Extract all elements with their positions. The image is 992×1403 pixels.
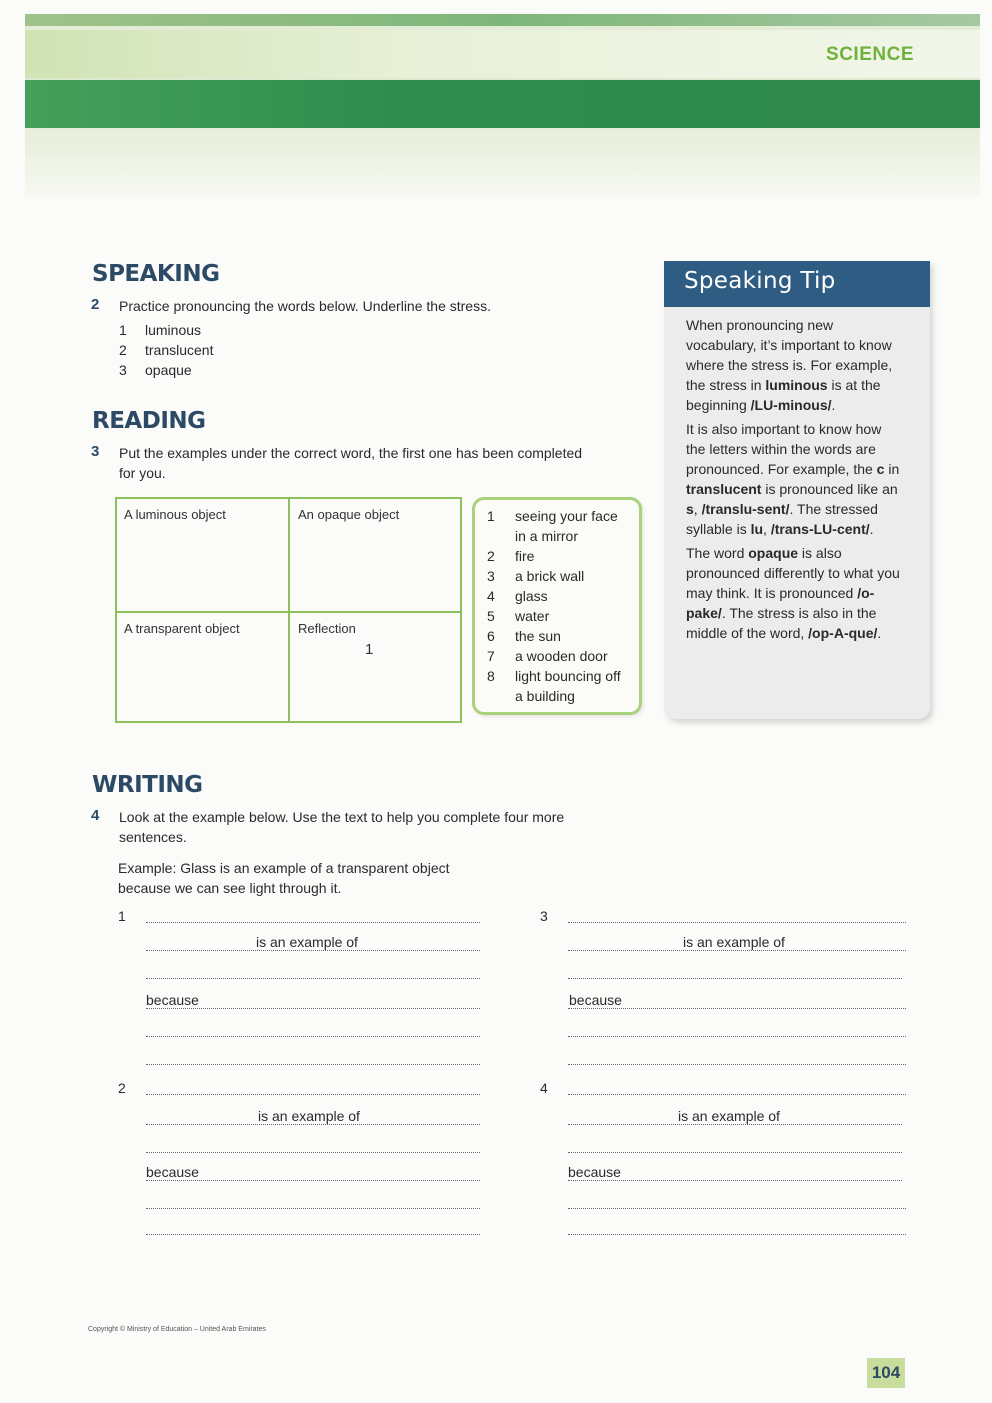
reading-question-number: 3 [91,443,100,460]
block-number: 4 [540,1080,548,1096]
item-number: 5 [487,608,495,624]
reflection-answer: 1 [365,641,374,658]
answer-line[interactable] [568,1094,906,1095]
answer-line[interactable] [568,1124,902,1125]
item-word: translucent [145,342,214,358]
tip-pronunciation: /op-A-que/ [808,625,878,641]
item-number: 2 [119,342,127,358]
writing-block [118,906,488,1076]
tip-keyword: lu [750,521,764,537]
tip-text: It is also important to know how the letters within the words are pronounced. For example, the [686,421,882,477]
speaking-tip-body [686,315,900,647]
answer-line[interactable] [146,1008,480,1009]
item-number: 4 [487,588,495,604]
tip-keyword: c [876,461,885,477]
tip-text: , [693,501,702,517]
tip-pronunciation: /trans-LU-cent/ [770,521,870,537]
item-number: 3 [119,362,127,378]
item-text: the sun [515,628,561,644]
subject-label: SCIENCE [826,44,914,65]
item-number: 7 [487,648,495,664]
speaking-question-number: 2 [91,296,100,313]
item-text: a brick wall [515,568,585,584]
answer-phrase: is an example of [256,934,358,950]
answer-line[interactable] [568,950,906,951]
writing-title: WRITING [92,772,203,798]
answer-line[interactable] [146,1180,480,1181]
tip-paragraph [686,315,900,415]
item-number: 3 [487,568,495,584]
tip-text: . [877,625,882,641]
speaking-title: SPEAKING [92,261,220,287]
tip-text: in [884,461,900,477]
answer-line[interactable] [146,1234,480,1235]
reading-instruction-line2: for you. [119,465,166,481]
tip-text: is also pronounced differently to what you may think. It is pronounced [686,545,900,601]
header-stripe-dark [25,80,980,128]
item-text: fire [515,548,535,564]
tip-keyword: s [686,501,694,517]
writing-example-line2: because we can see light through it. [118,880,342,896]
tip-text: is pronounced like an [761,481,898,497]
list-item [487,566,633,586]
tip-text: . [831,397,836,413]
block-number: 3 [540,908,548,924]
block-number: 1 [118,908,126,924]
answer-phrase: is an example of [258,1108,360,1124]
list-item [487,626,633,646]
answer-line[interactable] [146,950,480,951]
answer-line[interactable] [568,1234,906,1235]
writing-block [118,1078,488,1238]
answer-line[interactable] [568,922,906,923]
answer-line[interactable] [568,1008,906,1009]
answer-line[interactable] [146,978,480,979]
list-item [487,606,633,626]
answer-line[interactable] [146,1094,480,1095]
table-divider [288,499,290,721]
cell-opaque[interactable]: An opaque object [298,507,400,522]
cell-luminous[interactable]: A luminous object [124,507,226,522]
tip-text: is at the beginning [686,377,881,413]
writing-block [540,1078,910,1238]
tip-text: . The stress is also in the middle of the word, [686,605,877,641]
copyright-footer: Copyright © Ministry of Education – United Arab Emirates [88,1326,266,1333]
item-number: 1 [119,322,127,338]
list-item [487,506,633,546]
answer-line[interactable] [146,1064,480,1065]
tip-pronunciation: /LU-minous/ [750,397,832,413]
list-item [119,340,213,360]
item-text: water [515,608,550,624]
answer-phrase: is an example of [678,1108,780,1124]
cell-reflection[interactable]: Reflection [298,621,356,636]
writing-block [540,906,910,1076]
answer-phrase: because [569,992,622,1008]
item-number: 8 [487,668,495,684]
writing-instruction-line2: sentences. [119,829,187,845]
answer-line[interactable] [146,1208,480,1209]
answer-line[interactable] [568,1036,906,1037]
answer-line[interactable] [568,1064,906,1065]
answer-line[interactable] [146,1152,480,1153]
answer-line[interactable] [568,1180,902,1181]
tip-pronunciation: /o-pake/ [686,585,875,621]
header-stripe-top [25,14,980,26]
list-item [119,360,213,380]
answer-phrase: because [568,1164,621,1180]
item-number: 1 [487,508,495,524]
answer-line[interactable] [146,1036,480,1037]
item-text: a building [515,688,575,704]
tip-paragraph [686,543,900,643]
item-text: seeing your face [515,508,618,524]
answer-phrase: because [146,1164,199,1180]
writing-question-number: 4 [91,807,100,824]
writing-instruction-line1: Look at the example below. Use the text to help you complete four more [119,809,565,825]
item-word: luminous [145,322,202,338]
reading-title: READING [92,408,206,434]
list-item [487,666,633,706]
tip-paragraph [686,419,900,539]
tip-pronunciation: /translu-sent/ [701,501,790,517]
item-number: 6 [487,628,495,644]
answer-line[interactable] [568,978,902,979]
cell-transparent[interactable]: A transparent object [124,621,240,636]
answer-line[interactable] [146,922,480,923]
tip-text: . [869,521,874,537]
examples-box [472,497,642,715]
speaking-tip-title: Speaking Tip [684,268,836,294]
tip-keyword: translucent [686,481,762,497]
tip-keyword: opaque [748,545,799,561]
table-divider [117,611,460,613]
item-text: glass [515,588,548,604]
list-item [487,546,633,566]
block-number: 2 [118,1080,126,1096]
answer-phrase: is an example of [683,934,785,950]
header-stripe-fade [25,128,980,197]
answer-line[interactable] [146,1124,480,1125]
answer-line[interactable] [568,1152,902,1153]
list-item [487,646,633,666]
item-word: opaque [145,362,192,378]
tip-text: , [763,521,771,537]
page-number: 104 [871,1363,901,1382]
tip-text: . The stressed syllable is [686,501,878,537]
item-text: a wooden door [515,648,608,664]
item-number: 2 [487,548,495,564]
writing-example-line1: Example: Glass is an example of a transparent object [118,860,450,876]
tip-keyword: luminous [765,377,828,393]
item-text: in a mirror [515,528,579,544]
tip-text: When pronouncing new vocabulary, it’s important to know where the stress is. For example, the stress in [686,317,893,393]
speaking-word-list [119,320,213,380]
item-text: light bouncing off [515,668,621,684]
answer-phrase: because [146,992,199,1008]
list-item [487,586,633,606]
list-item [119,320,213,340]
classification-table [115,497,462,723]
speaking-instruction: Practice pronouncing the words below. Underline the stress. [119,298,491,314]
answer-line[interactable] [568,1208,906,1209]
reading-instruction-line1: Put the examples under the correct word, the first one has been completed [119,445,583,461]
tip-text: The word [686,545,749,561]
